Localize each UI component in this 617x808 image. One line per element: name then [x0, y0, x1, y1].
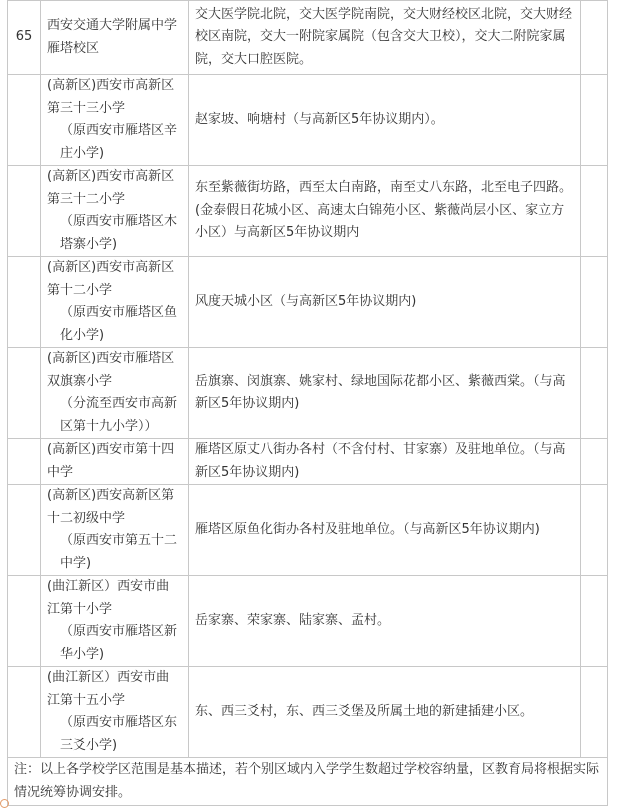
- school-name: (高新区)西安市高新区第三十二小学 （原西安市雁塔区木塔寨小学): [41, 166, 189, 257]
- empty-cell: [581, 439, 608, 485]
- row-number: [8, 257, 41, 348]
- row-number: 65: [8, 1, 41, 75]
- district-range: 雁塔区原鱼化街办各村及驻地单位。（与高新区5年协议期内): [189, 485, 581, 576]
- table-row: [8, 75, 608, 166]
- district-range: 岳家寨、荣家寨、陆家寨、孟村。: [189, 576, 581, 667]
- table-row: [8, 667, 608, 758]
- district-range: 东至紫薇街坊路，西至太白南路，南至丈八东路，北至电子四路。(金泰假日花城小区、高速太白锦苑小区、紫薇尚层小区、家立方小区）与高新区5年协议期内: [189, 166, 581, 257]
- empty-cell: [581, 1, 608, 75]
- table-row: [8, 576, 608, 667]
- district-range: 赵家坡、响塘村（与高新区5年协议期内）。: [189, 75, 581, 166]
- table-row: [8, 257, 608, 348]
- row-number: [8, 166, 41, 257]
- empty-cell: [581, 667, 608, 758]
- school-name: (高新区)西安市雁塔区双旗寨小学 （分流至西安市高新区第十九小学））: [41, 348, 189, 439]
- school-name: (高新区)西安市第十四中学: [41, 439, 189, 485]
- district-range: 风度天城小区（与高新区5年协议期内): [189, 257, 581, 348]
- row-number: [8, 75, 41, 166]
- empty-cell: [581, 485, 608, 576]
- district-range: 东、西三爻村，东、西三爻堡及所属土地的新建插建小区。: [189, 667, 581, 758]
- table-row: [8, 439, 608, 485]
- row-number: [8, 348, 41, 439]
- empty-cell: [581, 75, 608, 166]
- table-row: [8, 1, 608, 75]
- empty-cell: [581, 576, 608, 667]
- row-number: [8, 439, 41, 485]
- school-name: 西安交通大学附属中学雁塔校区: [41, 1, 189, 75]
- school-name: (高新区)西安高新区第十二初级中学 （原西安市第五十二中学): [41, 485, 189, 576]
- empty-cell: [581, 257, 608, 348]
- school-name: (曲江新区）西安市曲江第十小学 （原西安市雁塔区新华小学): [41, 576, 189, 667]
- district-range: 交大医学院北院，交大医学院南院，交大财经校区北院，交大财经校区南院，交大一附院家属院（包含交大卫校），交大二附院家属院，交大口腔医院。: [189, 1, 581, 75]
- district-range: 雁塔区原丈八街办各村（不含付村、甘家寨）及驻地单位。（与高新区5年协议期内): [189, 439, 581, 485]
- empty-cell: [581, 348, 608, 439]
- school-name: (高新区)西安市高新区第三十三小学 （原西安市雁塔区辛庄小学): [41, 75, 189, 166]
- school-district-table: [7, 0, 608, 806]
- table-row: [8, 485, 608, 576]
- district-range: 岳旗寨、闵旗寨、姚家村、绿地国际花都小区、紫薇西棠。（与高新区5年协议期内): [189, 348, 581, 439]
- table-row: [8, 166, 608, 257]
- school-name: (高新区)西安市高新区第十二小学 （原西安市雁塔区鱼化小学): [41, 257, 189, 348]
- note-row: [8, 758, 608, 806]
- row-number: [8, 576, 41, 667]
- school-name: (曲江新区）西安市曲江第十五小学 （原西安市雁塔区东三爻小学): [41, 667, 189, 758]
- row-number: [8, 667, 41, 758]
- table-row: [8, 348, 608, 439]
- row-number: [8, 485, 41, 576]
- empty-cell: [581, 166, 608, 257]
- table-note: 注：以上各学校学区范围是基本描述，若个别区域内入学学生数超过学校容纳量，区教育局将根据实际情况统筹协调安排。: [8, 758, 608, 806]
